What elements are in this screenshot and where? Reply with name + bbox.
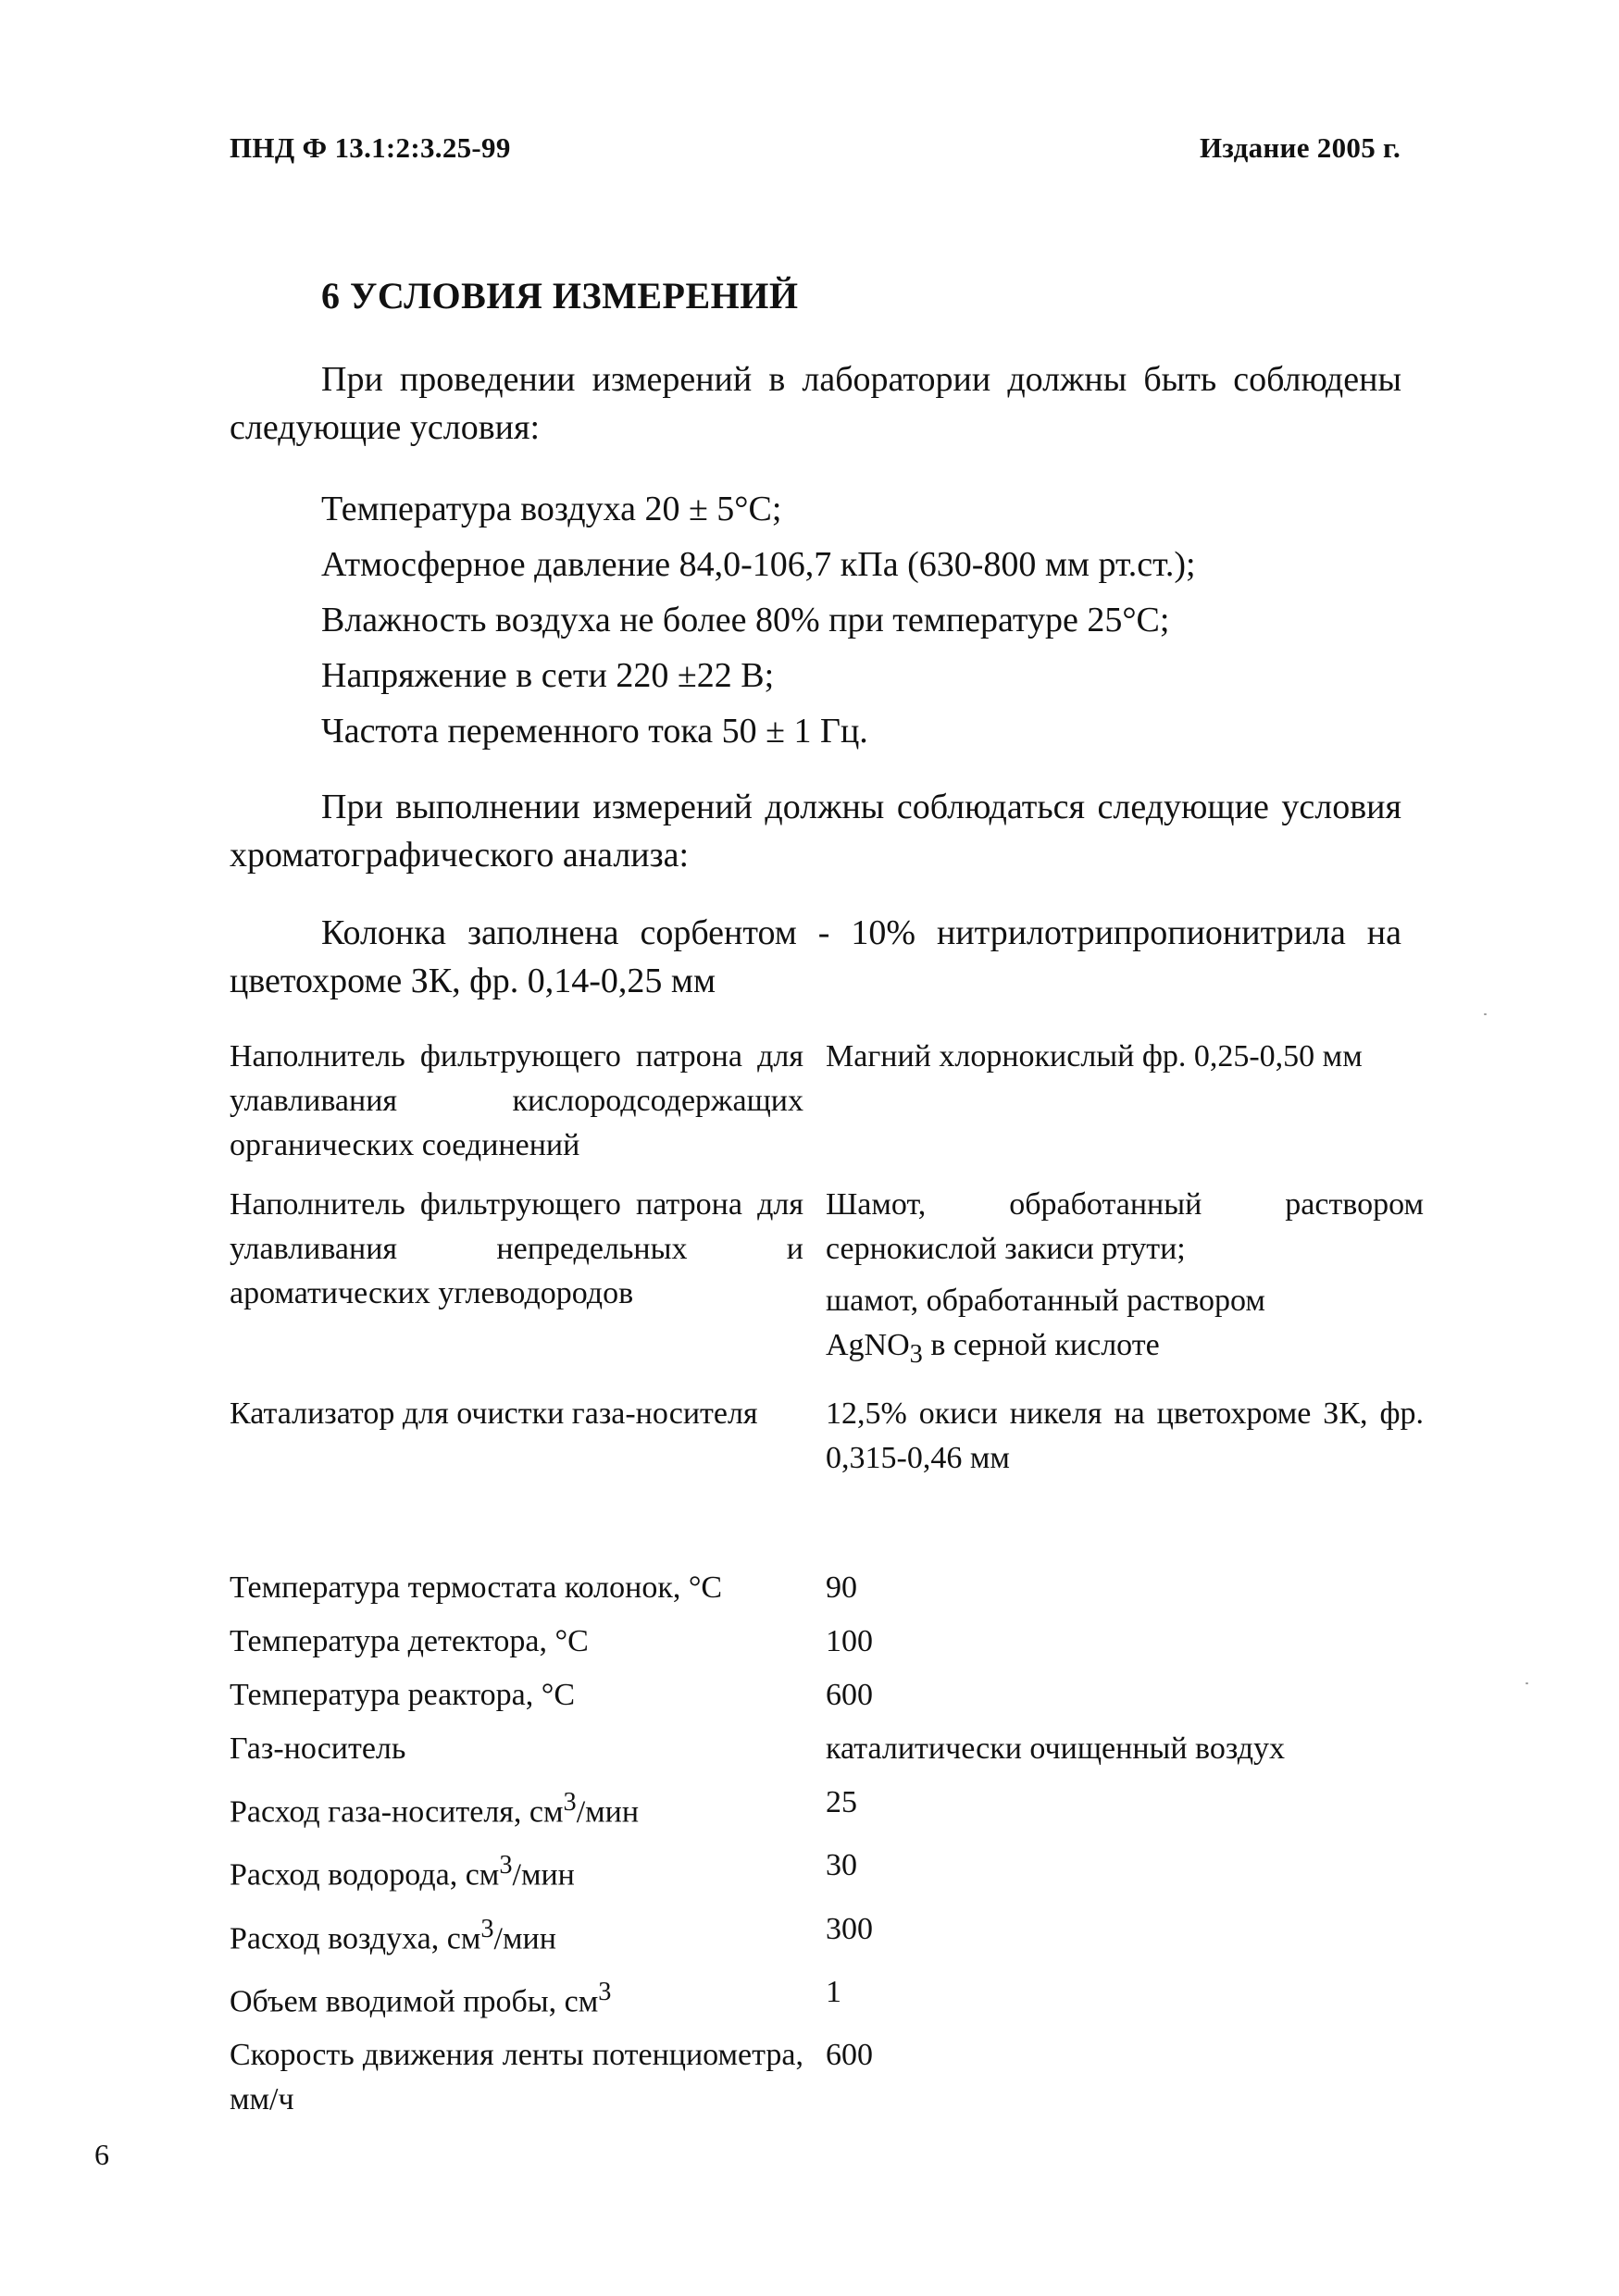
unit-superscript: 3 (499, 1851, 513, 1880)
param-label: Газ-носитель (230, 1731, 406, 1766)
param-label: Температура термостата колонок, °С (230, 1570, 723, 1605)
param-label: Температура реактора, °С (230, 1678, 576, 1712)
column-paragraph: Колонка заполнена сорбентом - 10% нитрилотрипропионитрила на цветохроме ЗК, фр. 0,14-0,25 мм (230, 913, 1401, 1000)
condition-item: Влажность воздуха не более 80% при температуре 25°С; (321, 601, 1170, 639)
chromatography-paragraph: При выполнении измерений должны соблюдаться следующие условия хроматографического анализа: (230, 788, 1401, 875)
unit-superscript: 3 (598, 1977, 612, 2006)
param-label: Расход газа-носителя, см (230, 1794, 564, 1830)
condition-item: Атмосферное давление 84,0-106,7 кПа (630-800 мм рт.ст.); (321, 545, 1196, 584)
table-row (230, 1673, 1424, 1727)
unit-superscript: 3 (563, 1788, 577, 1817)
unit-superscript: 3 (480, 1914, 494, 1943)
filler-label: Наполнитель фильтрующего патрона для улавливания непредельных и ароматических углеводородов (230, 1187, 803, 1310)
filler-value-2-text: шамот, обработанный раствором (826, 1284, 1265, 1318)
edition-label: Издание 2005 г. (1199, 131, 1401, 164)
table-row (230, 1727, 1424, 1781)
parameters-table (230, 1566, 1424, 2131)
condition-item: Частота переменного тока 50 ± 1 Гц. (321, 712, 868, 751)
param-value: 1 (826, 1974, 841, 2009)
lab-conditions-list (321, 481, 1196, 759)
page-number: 6 (94, 2138, 109, 2171)
param-label-cell (230, 1781, 803, 1843)
param-value: 30 (826, 1848, 857, 1883)
param-value: 300 (826, 1911, 873, 1946)
table-row (230, 1035, 1424, 1183)
param-value: 100 (826, 1624, 873, 1658)
filler-value: 12,5% окиси никеля на цветохроме ЗК, фр. 0,315-0,46 мм (826, 1396, 1424, 1475)
table-row (230, 1781, 1424, 1843)
param-label-cell (230, 1843, 803, 1906)
scan-speck (1526, 1682, 1528, 1684)
param-label-tail: /мин (576, 1794, 640, 1830)
filler-value-cell (826, 1183, 1424, 1392)
param-label: Температура детектора, °С (230, 1624, 589, 1658)
table-row (230, 1620, 1424, 1673)
table-row (230, 1183, 1424, 1392)
param-label: Расход воздуха, см (230, 1920, 481, 1955)
table-row (230, 1907, 1424, 1970)
param-value: 90 (826, 1570, 857, 1605)
filler-value-2 (826, 1279, 1424, 1377)
intro-paragraph: При проведении измерений в лаборатории должны быть соблюдены следующие условия: (230, 360, 1401, 447)
document-code: ПНД Ф 13.1:2:3.25-99 (230, 131, 511, 164)
table-row (230, 2033, 1424, 2131)
param-label: Скорость движения ленты потенциометра, мм/ч (230, 2038, 803, 2117)
filler-label: Катализатор для очистки газа-носителя (230, 1396, 758, 1431)
param-label-cell (230, 1907, 803, 1970)
table-row (230, 1566, 1424, 1620)
param-label: Объем вводимой пробы, см (230, 1984, 599, 2019)
chemical-formula: AgNO (826, 1328, 910, 1362)
filler-label: Наполнитель фильтрующего патрона для улавливания кислородсодержащих органических соединений (230, 1039, 803, 1162)
section-title: 6 УСЛОВИЯ ИЗМЕРЕНИЙ (321, 275, 799, 316)
condition-item: Температура воздуха 20 ± 5°С; (321, 490, 782, 528)
param-label-tail: /мин (512, 1857, 575, 1893)
param-label-cell (230, 1970, 803, 2033)
condition-item: Напряжение в сети 220 ±22 В; (321, 656, 775, 695)
scan-speck (1484, 1013, 1487, 1015)
param-value: 600 (826, 2038, 873, 2073)
param-label: Расход водорода, см (230, 1857, 500, 1893)
table-row (230, 1392, 1424, 1496)
formula-subscript: 3 (909, 1339, 923, 1369)
param-value: 25 (826, 1785, 857, 1819)
param-value: 600 (826, 1678, 873, 1712)
param-value: каталитически очищенный воздух (826, 1731, 1285, 1766)
fillers-table (230, 1035, 1424, 1496)
table-row (230, 1843, 1424, 1906)
filler-value-2-tail: в серной кислоте (922, 1328, 1160, 1362)
filler-value: Магний хлорнокислый фр. 0,25-0,50 мм (826, 1039, 1363, 1074)
table-row (230, 1970, 1424, 2033)
param-label-tail: /мин (493, 1920, 556, 1955)
filler-value: Шамот, обработанный раствором сернокислой закиси ртути; (826, 1187, 1424, 1266)
